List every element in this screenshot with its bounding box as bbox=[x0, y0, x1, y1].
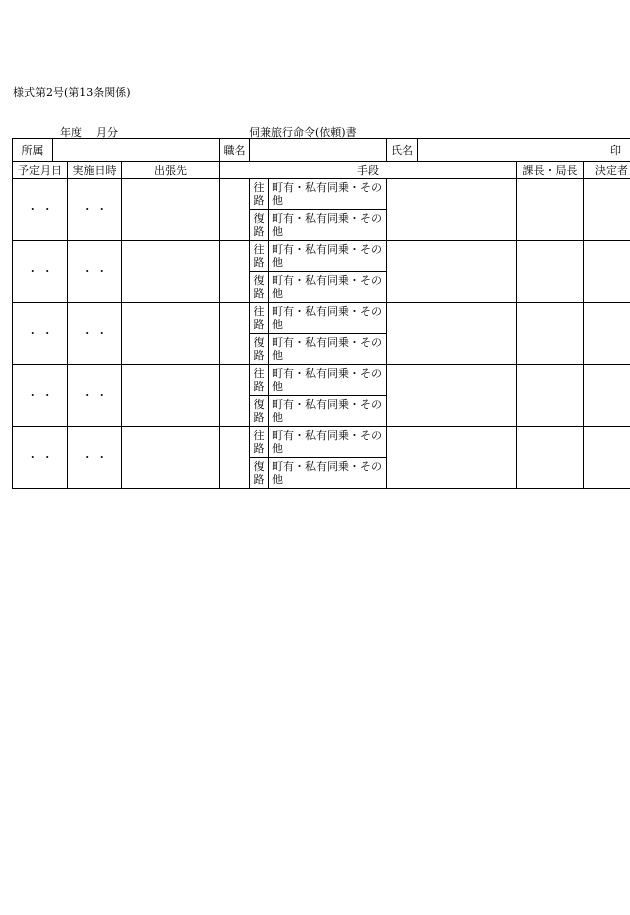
section-chief-cell[interactable] bbox=[517, 365, 584, 427]
section-chief-cell[interactable] bbox=[517, 241, 584, 303]
info-row bbox=[13, 139, 630, 162]
destination-cell[interactable] bbox=[122, 179, 220, 241]
destination-cell[interactable] bbox=[122, 427, 220, 489]
form-number: 様式第2号(第13条関係) bbox=[13, 86, 131, 99]
means-spacer bbox=[220, 365, 250, 427]
planned-date-cell[interactable]: ・ ・ bbox=[13, 179, 68, 241]
outbound-label: 往路 bbox=[250, 303, 269, 334]
table-row bbox=[13, 365, 630, 396]
decider-cell[interactable] bbox=[584, 179, 630, 241]
actual-date-cell[interactable]: ・ ・ bbox=[68, 365, 122, 427]
outbound-label: 往路 bbox=[250, 427, 269, 458]
destination-cell[interactable] bbox=[122, 241, 220, 303]
section-chief-cell[interactable] bbox=[517, 179, 584, 241]
destination-cell[interactable] bbox=[122, 365, 220, 427]
means-detail-cell[interactable] bbox=[387, 365, 517, 427]
return-label: 復路 bbox=[250, 272, 269, 303]
destination-cell[interactable] bbox=[122, 303, 220, 365]
column-section-chief: 課長・局長 bbox=[517, 162, 584, 179]
month-label: 月分 bbox=[96, 126, 118, 139]
section-chief-cell[interactable] bbox=[517, 427, 584, 489]
planned-date-cell[interactable]: ・ ・ bbox=[13, 241, 68, 303]
document-title: 伺兼旅行命令(依頼)書 bbox=[249, 126, 357, 139]
column-planned-date: 予定月日 bbox=[13, 162, 68, 179]
decider-cell[interactable] bbox=[584, 427, 630, 489]
section-chief-cell[interactable] bbox=[517, 303, 584, 365]
return-means[interactable]: 町有・私有同乗・その他 bbox=[269, 210, 387, 241]
name-field[interactable] bbox=[418, 139, 630, 162]
actual-date-cell[interactable]: ・ ・ bbox=[68, 427, 122, 489]
column-actual-date: 実施日時 bbox=[68, 162, 122, 179]
means-spacer bbox=[220, 303, 250, 365]
position-field[interactable] bbox=[250, 139, 387, 162]
affiliation-label: 所属 bbox=[13, 139, 53, 162]
means-spacer bbox=[220, 241, 250, 303]
outbound-label: 往路 bbox=[250, 365, 269, 396]
return-means[interactable]: 町有・私有同乗・その他 bbox=[269, 334, 387, 365]
position-label: 職名 bbox=[220, 139, 250, 162]
actual-date-cell[interactable]: ・ ・ bbox=[68, 179, 122, 241]
return-label: 復路 bbox=[250, 396, 269, 427]
means-spacer bbox=[220, 179, 250, 241]
table-row bbox=[13, 303, 630, 334]
table-row bbox=[13, 179, 630, 210]
return-label: 復路 bbox=[250, 458, 269, 489]
means-detail-cell[interactable] bbox=[387, 241, 517, 303]
return-means[interactable]: 町有・私有同乗・その他 bbox=[269, 272, 387, 303]
column-destination: 出張先 bbox=[122, 162, 220, 179]
planned-date-cell[interactable]: ・ ・ bbox=[13, 427, 68, 489]
outbound-means[interactable]: 町有・私有同乗・その他 bbox=[269, 365, 387, 396]
means-detail-cell[interactable] bbox=[387, 427, 517, 489]
return-means[interactable]: 町有・私有同乗・その他 bbox=[269, 396, 387, 427]
means-spacer bbox=[220, 427, 250, 489]
name-label: 氏名 bbox=[387, 139, 418, 162]
seal-mark: 印 bbox=[610, 143, 622, 157]
planned-date-cell[interactable]: ・ ・ bbox=[13, 303, 68, 365]
column-header-row bbox=[13, 162, 630, 179]
outbound-means[interactable]: 町有・私有同乗・その他 bbox=[269, 241, 387, 272]
return-label: 復路 bbox=[250, 334, 269, 365]
table-row bbox=[13, 427, 630, 458]
actual-date-cell[interactable]: ・ ・ bbox=[68, 241, 122, 303]
outbound-label: 往路 bbox=[250, 241, 269, 272]
affiliation-field[interactable] bbox=[53, 139, 220, 162]
outbound-means[interactable]: 町有・私有同乗・その他 bbox=[269, 427, 387, 458]
planned-date-cell[interactable]: ・ ・ bbox=[13, 365, 68, 427]
actual-date-cell[interactable]: ・ ・ bbox=[68, 303, 122, 365]
outbound-label: 往路 bbox=[250, 179, 269, 210]
return-label: 復路 bbox=[250, 210, 269, 241]
column-decider: 決定者 bbox=[584, 162, 630, 179]
travel-order-table bbox=[12, 138, 630, 489]
decider-cell[interactable] bbox=[584, 303, 630, 365]
outbound-means[interactable]: 町有・私有同乗・その他 bbox=[269, 179, 387, 210]
means-detail-cell[interactable] bbox=[387, 179, 517, 241]
decider-cell[interactable] bbox=[584, 365, 630, 427]
table-row bbox=[13, 241, 630, 272]
return-means[interactable]: 町有・私有同乗・その他 bbox=[269, 458, 387, 489]
column-means: 手段 bbox=[220, 162, 517, 179]
year-label: 年度 bbox=[60, 126, 82, 139]
decider-cell[interactable] bbox=[584, 241, 630, 303]
means-detail-cell[interactable] bbox=[387, 303, 517, 365]
outbound-means[interactable]: 町有・私有同乗・その他 bbox=[269, 303, 387, 334]
